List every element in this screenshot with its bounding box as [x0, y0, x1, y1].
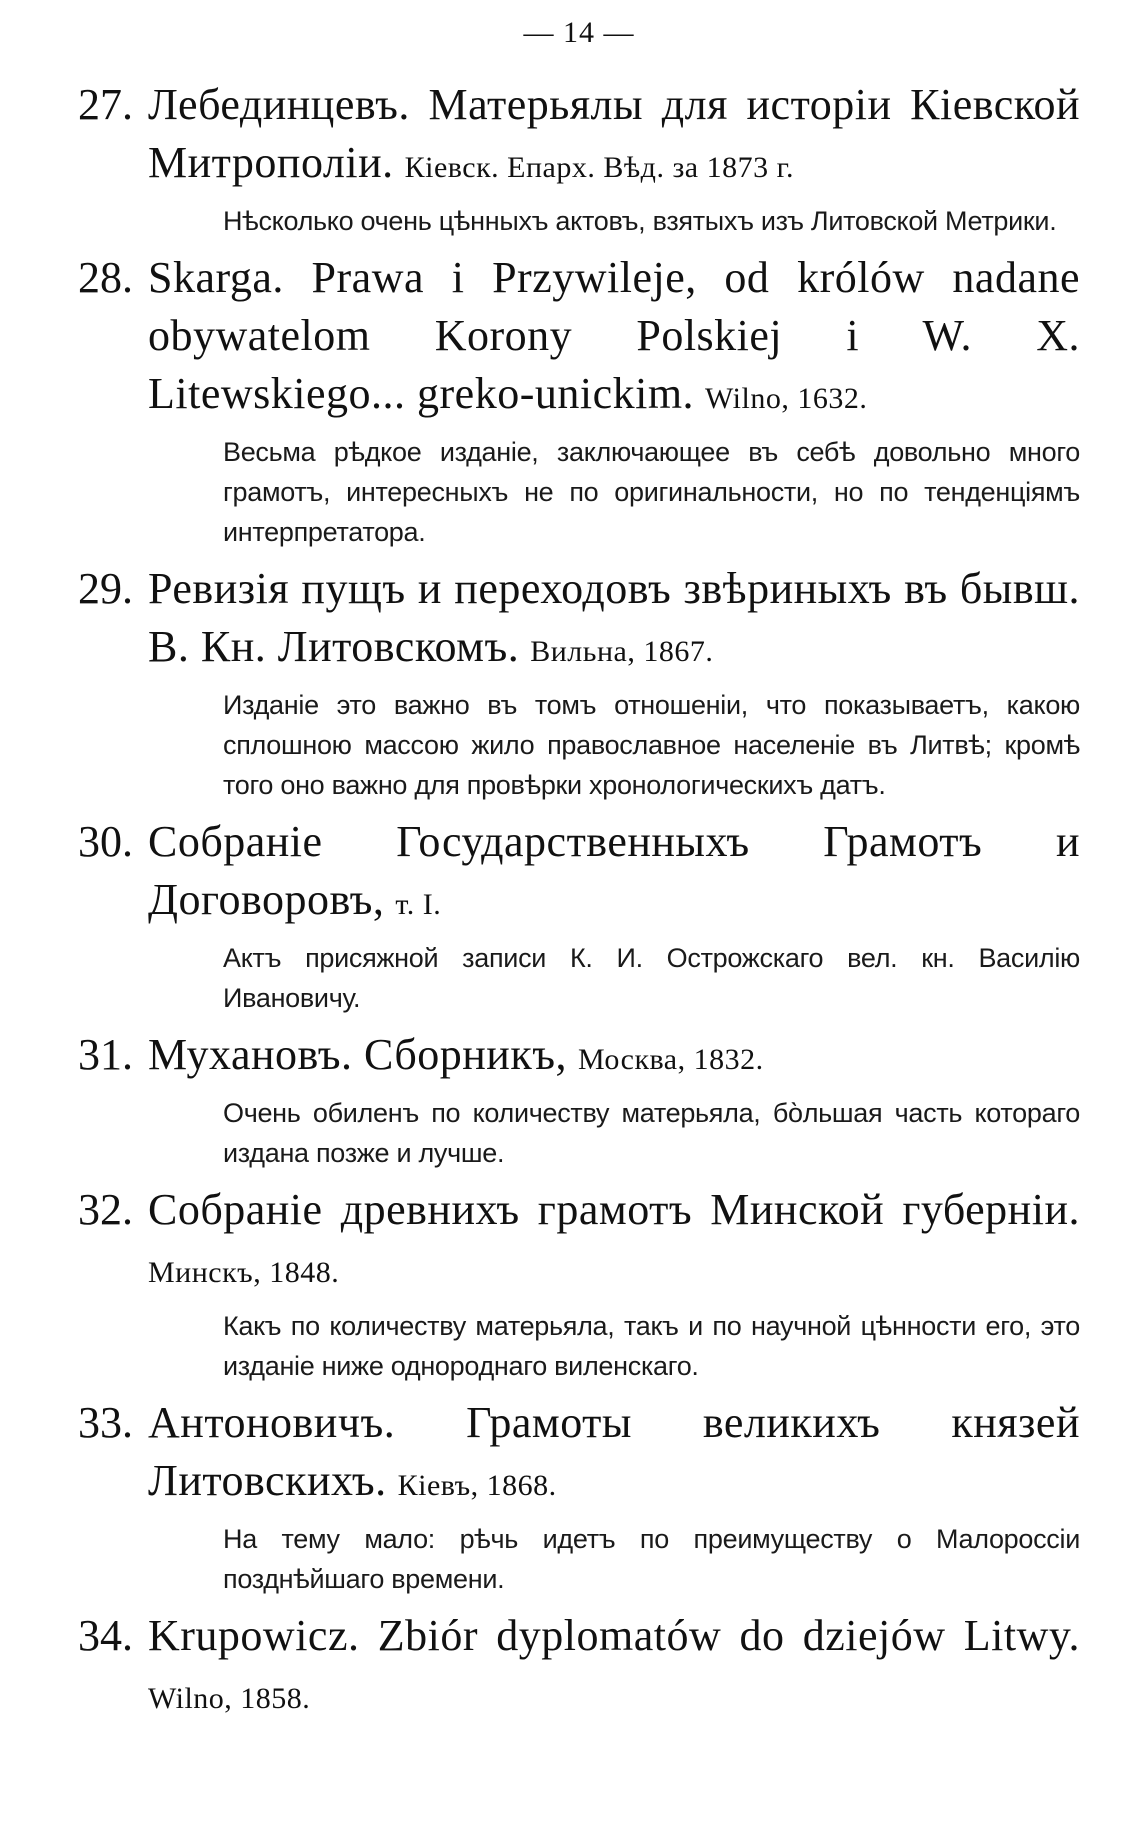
entry-title-line	[148, 76, 1080, 197]
entry-title: Лебединцевъ. Матерьялы для исторіи Кіевской Митрополіи.	[148, 80, 1080, 187]
entry-title-line	[148, 1181, 1080, 1302]
entry-title-line	[148, 1607, 1080, 1728]
entry-title-line	[148, 249, 1080, 428]
entry-note: Нѣсколько очень цѣнныхъ актовъ, взятыхъ изъ Литовской Метрики.	[223, 206, 1057, 236]
entry-note: Актъ присяжной записи К. И. Острожскаго вел. кн. Василію Ивановичу.	[223, 943, 1080, 1013]
entry-note: На тему мало: рѣчь идетъ по преимуществу о Малороссіи позднѣйшаго времени.	[223, 1524, 1080, 1594]
entry-title: Skarga. Prawa i Przywileje, od królów nadane obywatelom Korony Polskiej i W. X. Litewskiego... greko-unickim.	[148, 253, 1080, 418]
entry-title-line	[148, 1394, 1080, 1515]
entry-number: 30.	[78, 817, 133, 866]
entry-title: Ревизія пущъ и переходовъ звѣриныхъ въ бывш. В. Кн. Литовскомъ.	[148, 564, 1080, 671]
bibliography-entry	[78, 249, 1080, 552]
entry-number: 29.	[78, 564, 133, 613]
entry-imprint: Wilno, 1858.	[148, 1682, 311, 1715]
page-number: — 14 —	[523, 16, 635, 49]
entry-title-line	[148, 1026, 1080, 1089]
bibliography-entry	[78, 1394, 1080, 1599]
bibliography-entry	[78, 1607, 1080, 1728]
entry-number: 27.	[78, 80, 133, 129]
bibliography-entry	[78, 813, 1080, 1018]
bibliography-entry	[78, 560, 1080, 805]
entry-imprint: Минскъ, 1848.	[148, 1256, 340, 1289]
entry-imprint: т. I.	[395, 888, 442, 921]
entry-imprint: Кіевск. Епарх. Вѣд. за 1873 г.	[404, 151, 795, 184]
bibliography-entry	[78, 1181, 1080, 1386]
entry-title: Мухановъ. Сборникъ,	[148, 1030, 567, 1079]
entry-title: Krupowicz. Zbiór dyplomatów do dziejów Litwy.	[148, 1611, 1080, 1660]
entry-note: Изданіе это важно въ томъ отношеніи, что показываетъ, какою сплошною массою жило православное населеніе въ Литвѣ; кромѣ того оно важно для провѣрки хронологическихъ датъ.	[223, 690, 1080, 800]
entry-title: Антоновичъ. Грамоты великихъ князей Литовскихъ.	[148, 1398, 1080, 1505]
entry-number: 34.	[78, 1611, 133, 1660]
entry-number: 31.	[78, 1030, 133, 1079]
bibliography-entry	[78, 76, 1080, 241]
entry-imprint: Кіевъ, 1868.	[397, 1469, 557, 1502]
entry-number: 28.	[78, 253, 133, 302]
entry-imprint: Wilno, 1632.	[705, 382, 868, 415]
entry-title: Собраніе древнихъ грамотъ Минской губерніи.	[148, 1185, 1080, 1234]
entry-title-line	[148, 560, 1080, 681]
entry-number: 32.	[78, 1185, 133, 1234]
bibliography-entry	[78, 1026, 1080, 1173]
entry-note: Весьма рѣдкое изданіе, заключающее въ себѣ довольно много грамотъ, интересныхъ не по оригинальности, но по тенденціямъ интерпретатора.	[223, 437, 1080, 547]
entry-imprint: Москва, 1832.	[577, 1043, 764, 1076]
entry-note: Очень обиленъ по количеству матерьяла, бо̀льшая часть котораго издана позже и лучше.	[223, 1098, 1080, 1168]
entry-imprint: Вильна, 1867.	[530, 635, 714, 668]
entry-note: Какъ по количеству матерьяла, такъ и по научной цѣнности его, это изданіе ниже однороднаго виленскаго.	[223, 1311, 1080, 1381]
entry-title-line	[148, 813, 1080, 934]
entry-number: 33.	[78, 1398, 133, 1447]
entry-title: Собраніе Государственныхъ Грамотъ и Договоровъ,	[148, 817, 1080, 924]
